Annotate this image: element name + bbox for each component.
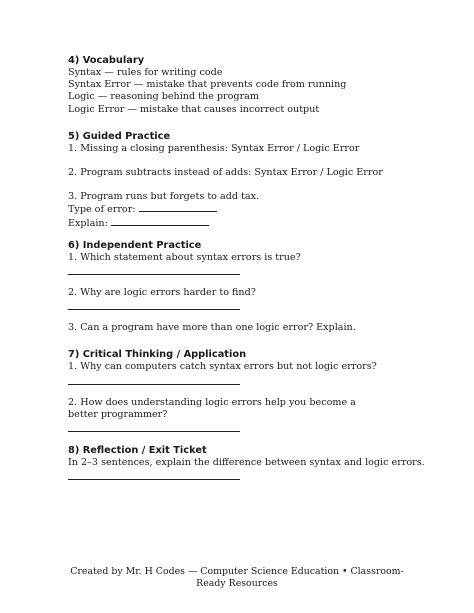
- vocab-item-logic-error: Logic Error — mistake that causes incorrect output: [68, 103, 320, 115]
- explain-row: [68, 217, 408, 230]
- independent-answer-line-2[interactable]: [68, 299, 240, 310]
- critical-answer-line-2[interactable]: [68, 421, 240, 432]
- guided-question-1: 1. Missing a closing parenthesis: Syntax Error / Logic Error: [68, 142, 360, 154]
- critical-thinking-section: [68, 348, 408, 432]
- worksheet-content: [68, 54, 425, 480]
- critical-question-1: 1. Why can computers catch syntax errors but not logic errors?: [68, 361, 377, 373]
- guided-practice-heading: 5) Guided Practice: [68, 130, 171, 142]
- critical-question-2: 2. How does understanding logic errors help you become a better programmer?: [68, 396, 356, 420]
- type-of-error-blank[interactable]: [139, 203, 217, 212]
- independent-answer-line-1[interactable]: [68, 264, 240, 275]
- critical-answer-line-1[interactable]: [68, 374, 240, 385]
- guided-question-3: 3. Program runs but forgets to add tax.: [68, 191, 260, 203]
- type-of-error-label: Type of error:: [68, 204, 136, 216]
- type-of-error-row: [68, 203, 408, 216]
- guided-question-2: 2. Program subtracts instead of adds: Syntax Error / Logic Error: [68, 167, 383, 179]
- vocab-item-syntax-error: Syntax Error — mistake that prevents code from running: [68, 79, 347, 91]
- independent-question-3: 3. Can a program have more than one logic error? Explain.: [68, 322, 356, 334]
- reflection-answer-line[interactable]: [68, 469, 240, 480]
- independent-question-2: 2. Why are logic errors harder to find?: [68, 287, 256, 299]
- critical-thinking-heading: 7) Critical Thinking / Application: [68, 349, 247, 361]
- independent-question-1: 1. Which statement about syntax errors is true?: [68, 251, 301, 263]
- reflection-heading: 8) Reflection / Exit Ticket: [68, 445, 207, 457]
- explain-blank[interactable]: [111, 217, 209, 226]
- vocab-item-syntax: Syntax — rules for writing code: [68, 67, 223, 78]
- reflection-section: [68, 444, 425, 480]
- independent-practice-section: [68, 239, 408, 335]
- vocabulary-heading: 4) Vocabulary: [68, 55, 145, 66]
- reflection-prompt: In 2–3 sentences, explain the difference between syntax and logic errors.: [68, 457, 425, 469]
- footer-credit: Created by Mr. H Codes — Computer Science Education • Classroom-Ready Resources: [70, 566, 404, 589]
- explain-label: Explain:: [68, 217, 108, 229]
- vocab-item-logic: Logic — reasoning behind the program: [68, 91, 259, 103]
- guided-practice-section: [68, 130, 408, 230]
- vocabulary-section: [68, 54, 408, 116]
- independent-practice-heading: 6) Independent Practice: [68, 239, 202, 251]
